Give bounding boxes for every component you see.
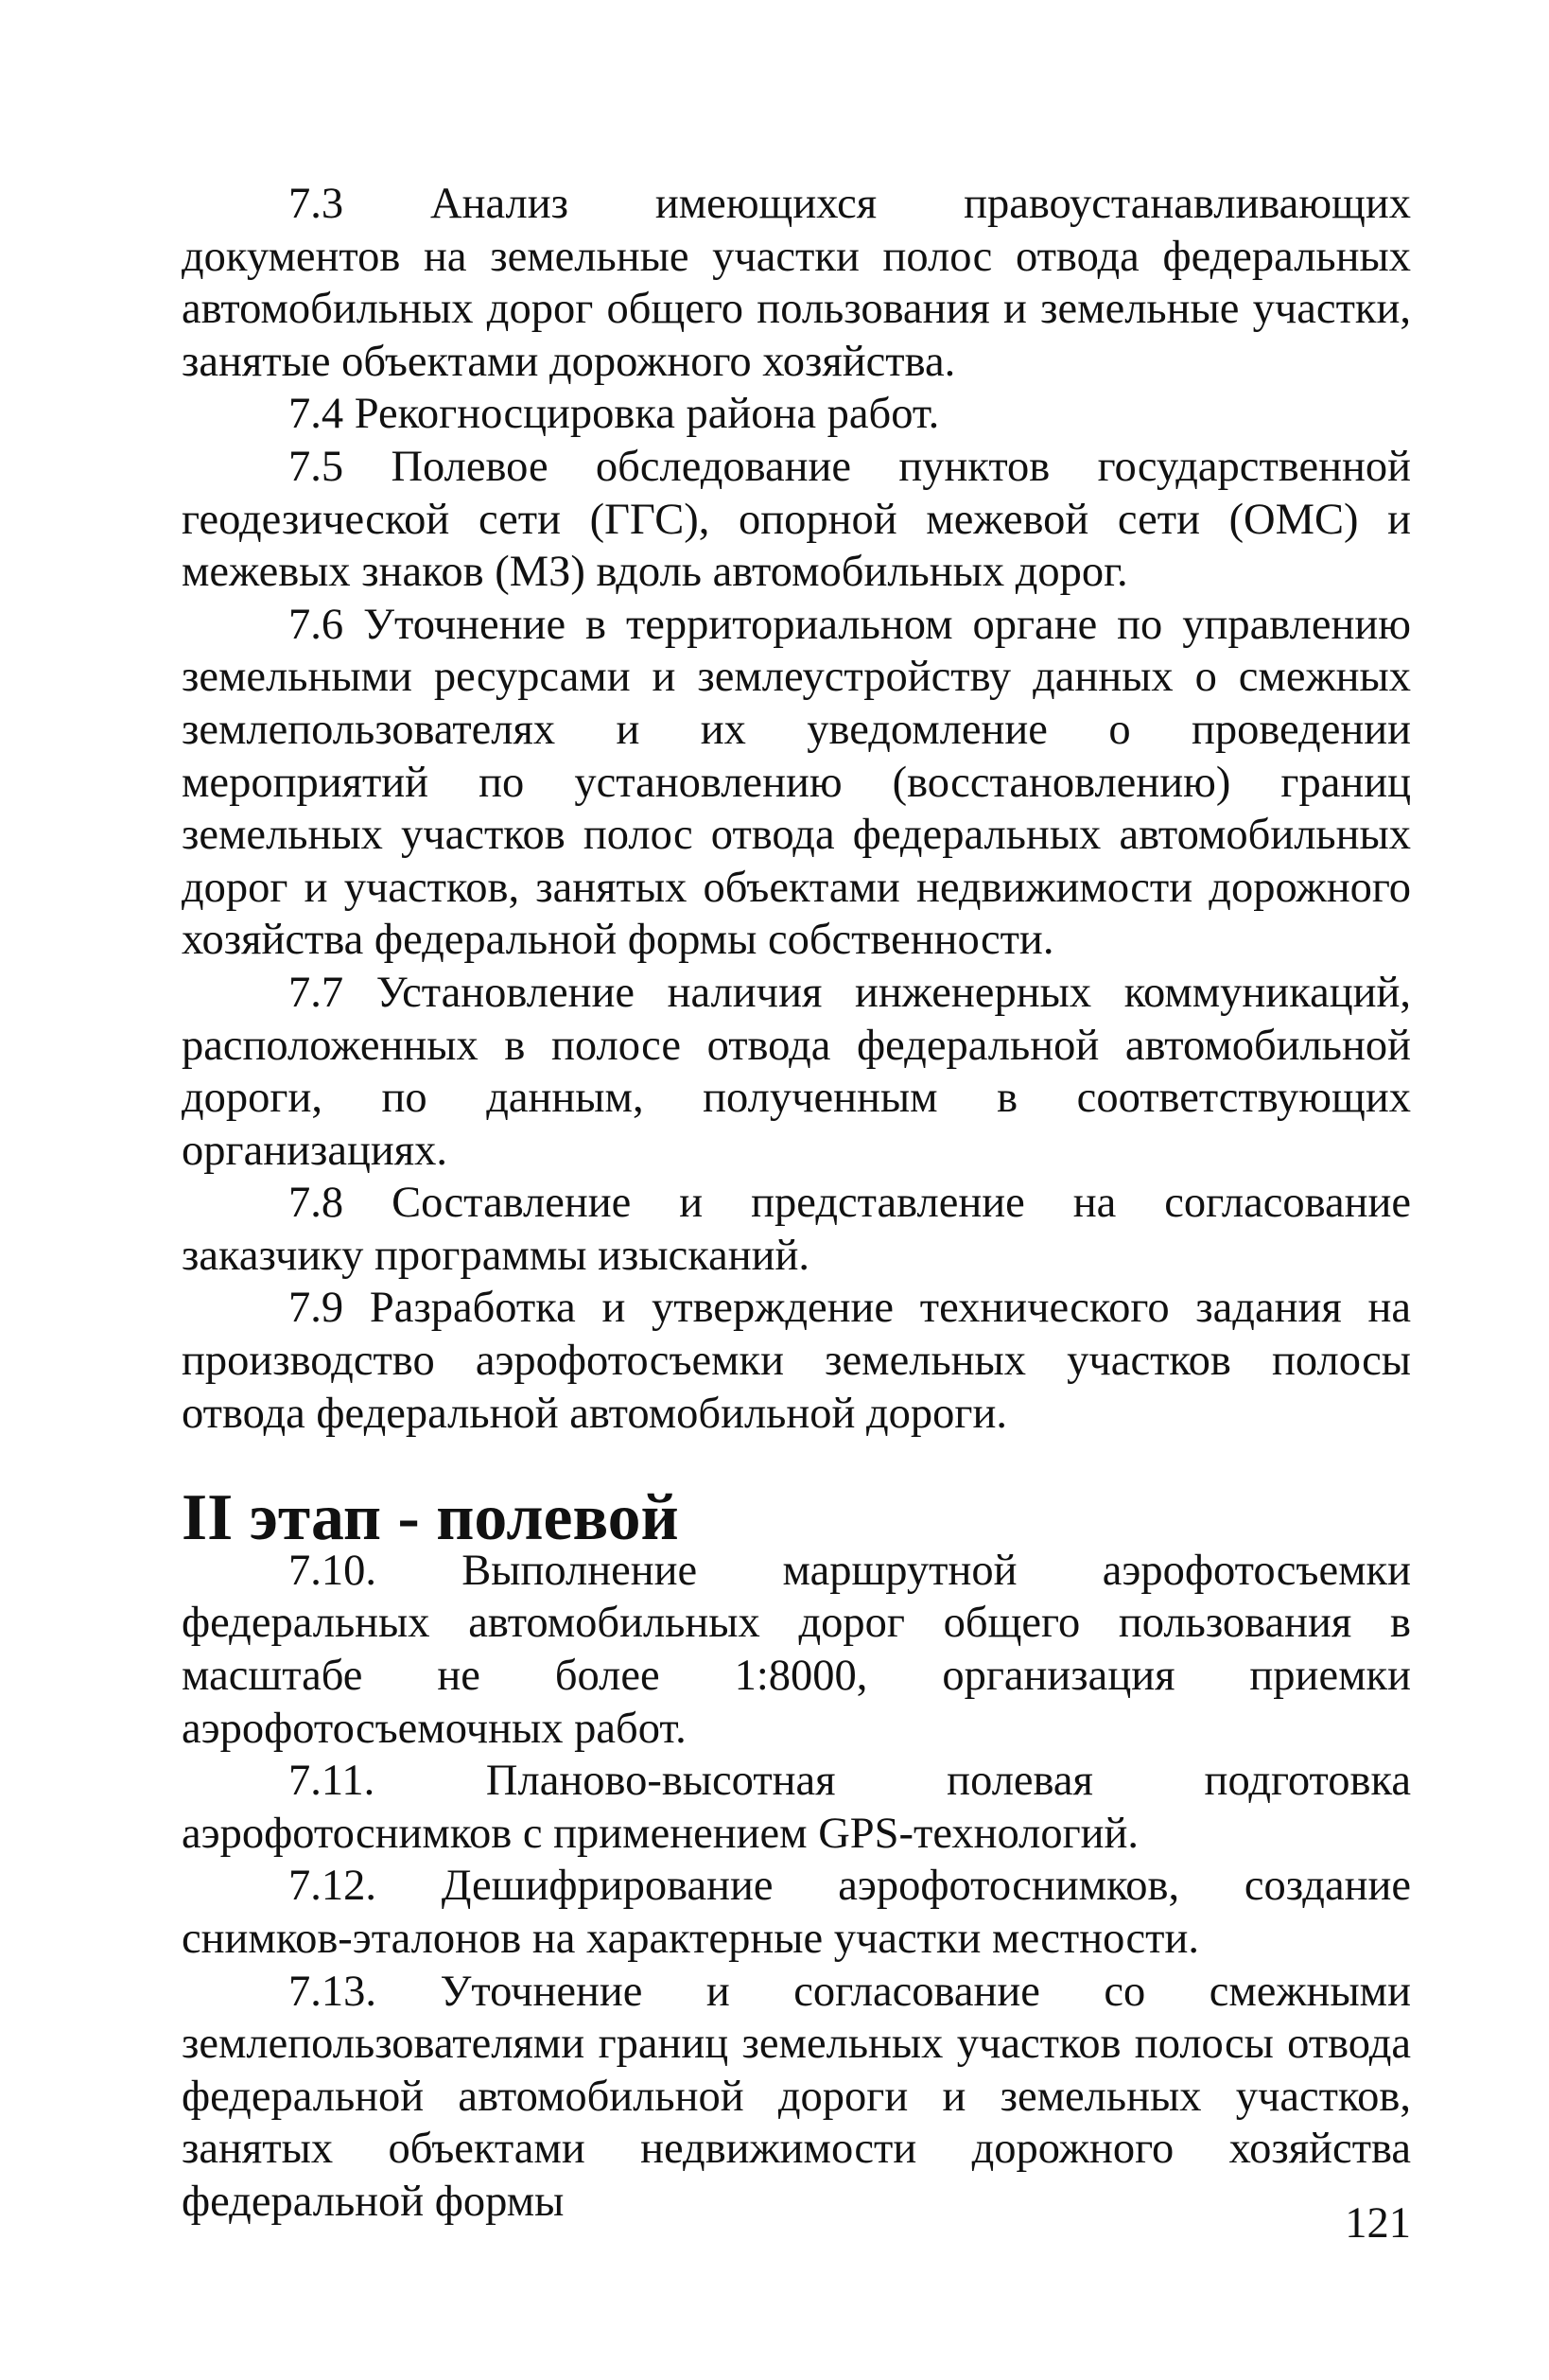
paragraph-7-13: 7.13. Уточнение и согласование со смежными землепользователями границ земельных участков полосы отвода федеральной автомобильной дороги и земельных участков, занятых объектами недвижимости дорожного хозяйства федеральной формы <box>182 1967 1411 2226</box>
paragraph-7-11: 7.11. Планово-высотная полевая подготовка аэрофотоснимков с применением GPS-технологий. <box>182 1757 1411 1858</box>
section-heading-stage-2: II этап - полевой <box>182 1481 679 1555</box>
paragraph-7-12: 7.12. Дешифрирование аэрофотоснимков, создание снимков-эталонов на характерные участки местности. <box>182 1862 1411 1963</box>
paragraph-7-8: 7.8 Составление и представление на согласование заказчику программы изысканий. <box>182 1179 1411 1280</box>
paragraph-7-3: 7.3 Анализ имеющихся правоустанавливающих документов на земельные участки полос отвода федеральных автомобильных дорог общего пользования и земельные участки, занятые объектами дорожного хозяйства. <box>182 180 1411 386</box>
paragraph-7-4: 7.4 Рекогносцировка района работ. <box>288 390 940 439</box>
paragraph-7-7: 7.7 Установление наличия инженерных коммуникаций, расположенных в полосе отвода федеральной автомобильной дороги, по данным, полученным в соответствующих организациях. <box>182 968 1411 1175</box>
paragraph-7-10: 7.10. Выполнение маршрутной аэрофотосъемки федеральных автомобильных дорог общего пользования в масштабе не более 1:8000, организация приемки аэрофотосъемочных работ. <box>182 1546 1411 1753</box>
page-number: 121 <box>1345 2199 1411 2248</box>
paragraph-7-5: 7.5 Полевое обследование пунктов государственной геодезической сети (ГГС), опорной межевой сети (ОМС) и межевых знаков (МЗ) вдоль автомобильных дорог. <box>182 442 1411 597</box>
paragraph-7-6: 7.6 Уточнение в территориальном органе по управлению земельными ресурсами и землеустройству данных о смежных землепользователях и их уведомление о проведении мероприятий по установлению (восстановлению) границ земельных участков полос отвода федеральных автомобильных дорог и участков, занятых объектами недвижимости дорожного хозяйства федеральной формы собственности. <box>182 600 1411 965</box>
document-page <box>182 178 1411 2229</box>
paragraph-7-9: 7.9 Разработка и утверждение технического задания на производство аэрофотосъемки земельных участков полосы отвода федеральной автомобильной дороги. <box>182 1284 1411 1438</box>
